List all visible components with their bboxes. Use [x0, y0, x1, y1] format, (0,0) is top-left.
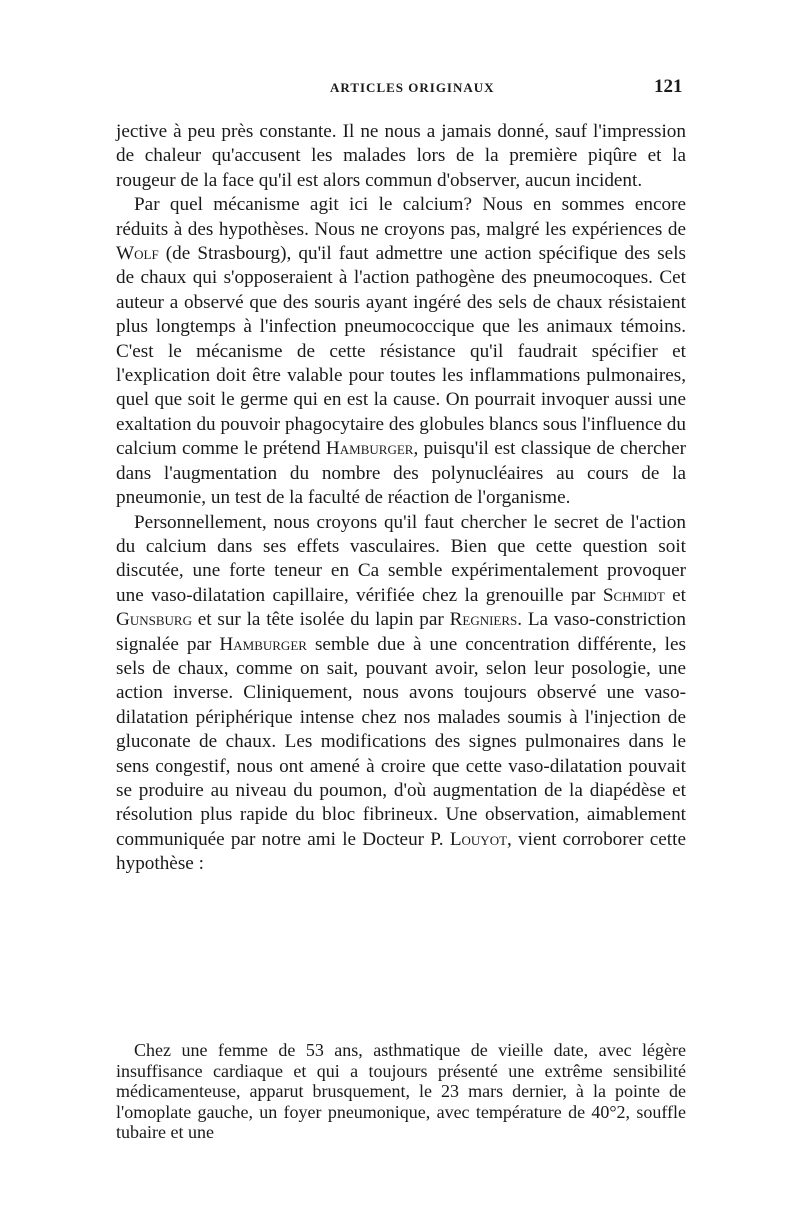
- page-header: [0, 76, 800, 102]
- article-body: [116, 120, 686, 877]
- paragraph-3-text-b: et: [664, 584, 686, 606]
- paragraph-3-text-d: . La vaso-constriction signalée par: [116, 609, 686, 655]
- paragraph-1: jective à peu près constante. Il ne nous a jamais donné, sauf l'impression de chaleur qu'accusent les malades lors de la première piqûre et la rougeur de la face qu'il est alors commun d'observer, aucun incident.: [116, 121, 686, 191]
- author-wolf: Wolf: [116, 243, 159, 265]
- paragraph-2-text-b: (de Strasbourg), qu'il faut admettre une action spécifique des sels de chaux qui s'opposeraient à l'action pathogène des pneumocoques. Cet auteur a observé que des souris ayant ingéré des sels de chaux résistaient plus longtemps à l'infection pneumococcique que les animaux témoins. C'est le mécanisme de cette résistance qu'il faudrait spécifier et l'explication doit être valable pour toutes les inflammations pulmonaires, quel que soit le germe qui en est la cause. On pourrait invoquer aussi une exaltation du pouvoir phagocytaire des globules blancs sous l'influence du calcium comme le prétend: [116, 243, 686, 460]
- author-hamburger: Hamburger: [325, 438, 414, 460]
- running-title: ARTICLES ORIGINAUX: [330, 80, 495, 95]
- paragraph-3: [116, 511, 686, 877]
- author-hamburger-2: Hamburger: [219, 633, 307, 655]
- author-gunsburg: Gunsburg: [116, 609, 192, 631]
- paragraph-3-text-a: Personnellement, nous croyons qu'il faut chercher le secret de l'action du calcium dans ses effets vasculaires. Bien que cette question soit discutée, une forte teneur en Ca semble expérimentalement provoquer une vaso-dilatation capillaire, vérifiée chez la grenouille par: [116, 511, 686, 606]
- paragraph-2-text-a: Par quel mécanisme agit ici le calcium? Nous en sommes encore réduits à des hypothèses. Nous ne croyons pas, malgré les expériences de: [116, 194, 686, 240]
- paragraph-3-text-c: et sur la tête isolée du lapin par: [191, 609, 450, 631]
- paragraph-3-text-e: semble due à une concentration différente, les sels de chaux, comme on sait, pouvant avoir, selon leur posologie, une action inverse. Cliniquement, nous avons toujours observé une vaso-dilatation périphérique intense chez nos malades soumis à l'injection de gluconate de chaux. Les modifications des signes pulmonaires dans le sens congestif, nous ont amené à croire que cette vaso-dilatation pouvait se produire au niveau du poumon, d'où augmentation de la diapédèse et résolution plus rapide du bloc fibrineux. Une observation, aimablement communiquée par notre ami le Docteur P.: [116, 633, 686, 850]
- case-observation: Chez une femme de 53 ans, asthmatique de vieille date, avec légère insuffisance cardiaque et qui a toujours présenté une extrême sensibilité médicamenteuse, apparut brusquement, le 23 mars dernier, à la pointe de l'omoplate gauche, un foyer pneumonique, avec température de 40°2, souffle tubaire et une: [116, 1040, 686, 1143]
- paragraph-2-text-c: , puisqu'il est classique de chercher dans l'augmentation du nombre des polynucléaires au cours de la pneumonie, un test de la faculté de réaction de l'organisme.: [116, 438, 686, 509]
- paragraph-3-text-f: , vient corroborer cette hypothèse :: [116, 828, 686, 875]
- author-schmidt: Schmidt: [602, 584, 665, 606]
- page-number: 121: [654, 76, 683, 97]
- paragraph-2: [116, 193, 686, 510]
- author-louyot: Louyot: [449, 828, 508, 850]
- author-regniers: Regniers: [449, 609, 518, 631]
